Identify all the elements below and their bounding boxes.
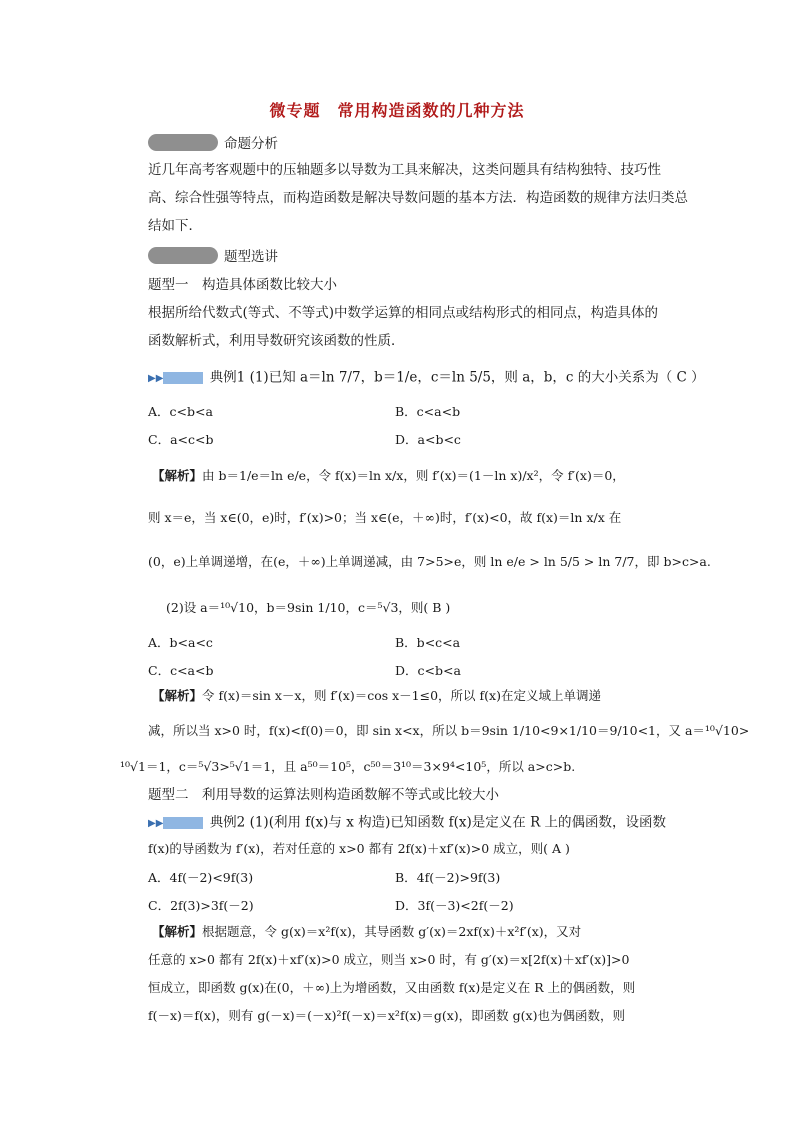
ex1-q1-option-a: A．c<b<a	[148, 404, 213, 419]
solution-marker: 【解析】	[152, 468, 203, 483]
type2-heading: 题型二 利用导数的运算法则构造函数解不等式或比较大小	[148, 787, 499, 803]
solution-marker: 【解析】	[152, 924, 203, 939]
ex1-q2-option-b: B．b<c<a	[395, 635, 461, 650]
ex2-solution1-line-4: f(－x)＝f(x)，则有 g(－x)＝(－x)²f(－x)＝x²f(x)＝g(x)，即函数 g(x)也为偶函数，则	[148, 1008, 625, 1023]
ex2-q1-option-c: C．2f(3)>3f(－2)	[148, 898, 254, 913]
intro-line-2: 高、综合性强等特点，而构造函数是解决导数问题的基本方法．构造函数的规律方法归类总	[148, 190, 688, 206]
example1-question1	[148, 367, 705, 389]
ex1-solution1-line-1: 【解析】由 b＝1/e＝ln e/e，令 f(x)＝ln x/x，则 f′(x)＝(1－ln x)/x²，令 f′(x)＝0，	[152, 468, 625, 483]
ex1-q2-option-a: A．b<a<c	[148, 635, 213, 650]
ex1-solution2-line-3: ¹⁰√1＝1，c＝⁵√3>⁵√1＝1，且 a⁵⁰＝10⁵，c⁵⁰＝3¹⁰＝3×9⁴<10⁵，所以 a>c>b.	[120, 759, 576, 774]
ex1-q1-option-d: D．a<b<c	[395, 432, 461, 447]
ex1-q2-option-d: D．c<b<a	[395, 663, 461, 678]
type1-desc-line-2: 函数解析式，利用导数研究该函数的性质．	[148, 333, 405, 349]
example2-question1	[148, 812, 676, 834]
ex2-solution1-line-3: 恒成立，即函数 g(x)在(0，＋∞)上为增函数，又由函数 f(x)是定义在 R 上的偶函数，则	[148, 980, 636, 995]
example1-label: 典例1	[209, 369, 246, 386]
section-label: 题型选讲	[224, 249, 278, 265]
example-marker-icon: ▶▶	[148, 812, 203, 834]
type1-heading: 题型一 构造具体函数比较大小	[148, 277, 337, 293]
ex2-solution1-line-2: 任意的 x>0 都有 2f(x)＋xf′(x)>0 成立，则当 x>0 时，有 g′(x)＝x[2f(x)＋xf′(x)]>0	[148, 952, 630, 967]
ex2-solution1-line-1: 【解析】根据题意，令 g(x)＝x²f(x)，其导函数 g′(x)＝2xf(x)＋x²f′(x)，又对	[152, 924, 582, 939]
type1-desc-line-1: 根据所给代数式(等式、不等式)中数学运算的相同点或结构形式的相同点，构造具体的	[148, 305, 659, 321]
ex2-q1-option-d: D．3f(－3)<2f(－2)	[395, 898, 514, 913]
ex1-q2-option-c: C．c<a<b	[148, 663, 214, 678]
ex1-q1-option-b: B．c<a<b	[395, 404, 461, 419]
section-pill	[148, 134, 218, 151]
example2-label: 典例2	[209, 814, 246, 831]
example2-q1-text: (1)(利用 f(x)与 x 构造)已知函数 f(x)是定义在 R 上的偶函数，设函数	[249, 814, 667, 831]
example1-q1-text: (1)已知 a＝ln 7/7，b＝1/e，c＝ln 5/5，则 a，b，c 的大小关系为（ C ）	[249, 369, 705, 386]
example-marker-icon: ▶▶	[148, 367, 203, 389]
ex1-solution2-line-1: 【解析】令 f(x)＝sin x－x，则 f′(x)＝cos x－1≤0，所以 f(x)在定义域上单调递	[152, 688, 601, 703]
ex1-solution1-line-2: 则 x＝e，当 x∈(0，e)时，f′(x)>0；当 x∈(e，＋∞)时，f′(x)<0，故 f(x)＝ln x/x 在	[148, 510, 622, 525]
example1-question2: (2)设 a＝¹⁰√10，b＝9sin 1/10，c＝⁵√3，则( B )	[166, 600, 451, 615]
section-label: 命题分析	[224, 136, 278, 152]
section-header-select	[148, 246, 278, 264]
section-pill	[148, 247, 218, 264]
page-title: 微专题 常用构造函数的几种方法	[269, 101, 525, 120]
section-header-analysis	[148, 133, 278, 151]
ex1-solution2-line-2: 减，所以当 x>0 时，f(x)<f(0)＝0，即 sin x<x，所以 b＝9sin 1/10<9×1/10＝9/10<1，又 a＝¹⁰√10>	[148, 723, 750, 738]
ex1-solution1-line-3: (0，e)上单调递增，在(e，＋∞)上单调递减，由 7>5>e，则 ln e/e > ln 5/5 > ln 7/7，即 b>c>a.	[148, 554, 711, 569]
solution-marker: 【解析】	[152, 688, 203, 703]
intro-line-3: 结如下．	[148, 218, 202, 234]
example2-question1-line2: f(x)的导函数为 f′(x)，若对任意的 x>0 都有 2f(x)＋xf′(x)>0 成立，则( A )	[148, 841, 570, 856]
ex2-q1-option-a: A．4f(－2)<9f(3)	[148, 870, 254, 885]
ex1-q1-option-c: C．a<c<b	[148, 432, 214, 447]
ex2-q1-option-b: B．4f(－2)>9f(3)	[395, 870, 501, 885]
intro-line-1: 近几年高考客观题中的压轴题多以导数为工具来解决，这类问题具有结构独特、技巧性	[148, 162, 661, 178]
